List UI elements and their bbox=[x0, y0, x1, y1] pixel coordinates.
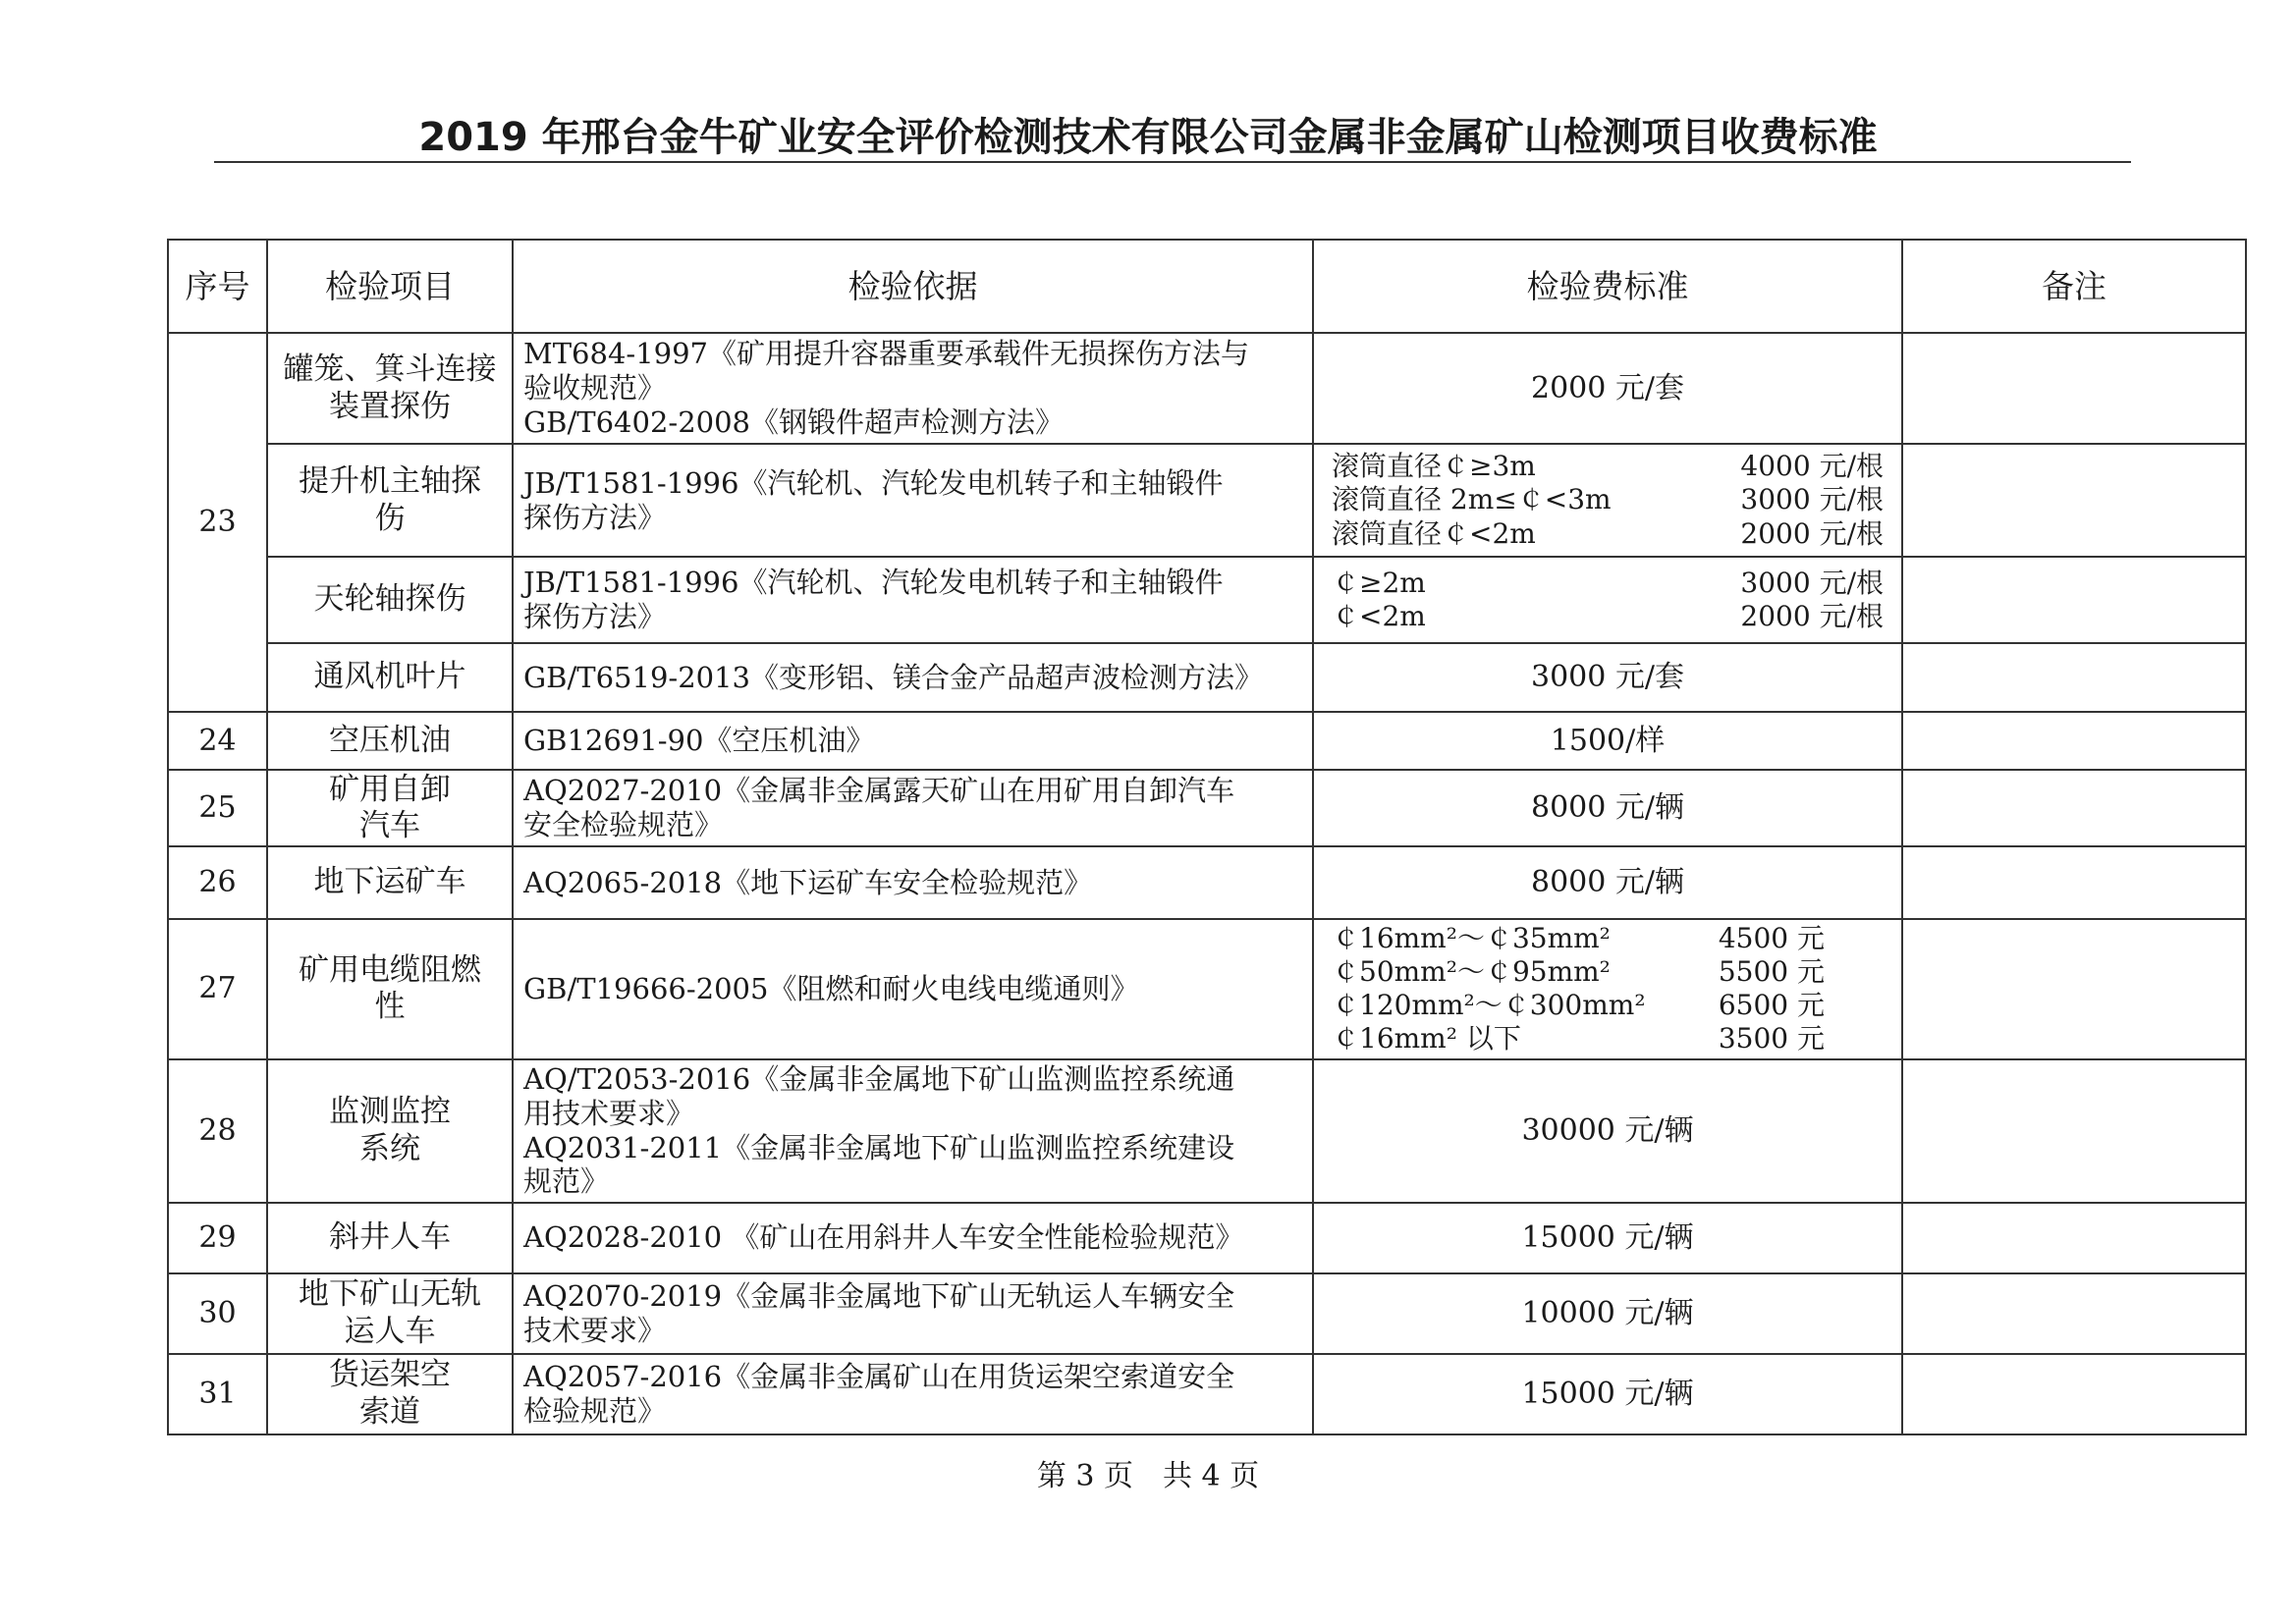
inspection-item: 天轮轴探伤 bbox=[267, 557, 513, 643]
remark-cell bbox=[1902, 712, 2246, 770]
fee-option: ￠120mm²～￠300mm² 6500 元 bbox=[1332, 989, 1825, 1022]
row-number: 31 bbox=[168, 1354, 267, 1434]
fee-standard bbox=[1313, 444, 1902, 557]
inspection-basis: GB12691-90《空压机油》 bbox=[513, 712, 1313, 770]
fee-standard: 8000 元/辆 bbox=[1313, 770, 1902, 846]
remark-cell bbox=[1902, 333, 2246, 444]
inspection-basis: GB/T19666-2005《阻燃和耐火电线电缆通则》 bbox=[513, 919, 1313, 1059]
table-row bbox=[168, 643, 2246, 712]
fee-standard bbox=[1313, 557, 1902, 643]
fee-standard: 2000 元/套 bbox=[1313, 333, 1902, 444]
inspection-item: 斜井人车 bbox=[267, 1203, 513, 1273]
fee-standard: 15000 元/辆 bbox=[1313, 1354, 1902, 1434]
header-item: 检验项目 bbox=[267, 240, 513, 333]
row-number: 28 bbox=[168, 1059, 267, 1203]
table-row bbox=[168, 1273, 2246, 1354]
header-basis: 检验依据 bbox=[513, 240, 1313, 333]
remark-cell bbox=[1902, 1354, 2246, 1434]
table-row bbox=[168, 846, 2246, 919]
page-number: 第 3 页 共 4 页 bbox=[1036, 1459, 1260, 1493]
header-row bbox=[168, 240, 2246, 333]
table-row bbox=[168, 770, 2246, 846]
remark-cell bbox=[1902, 846, 2246, 919]
fee-option: ￠≥2m 3000 元/根 bbox=[1332, 566, 1884, 599]
inspection-item: 通风机叶片 bbox=[267, 643, 513, 712]
header-no: 序号 bbox=[168, 240, 267, 333]
fee-table bbox=[167, 239, 2247, 1435]
inspection-item: 监测监控 系统 bbox=[267, 1059, 513, 1203]
fee-option: ￠50mm²～￠95mm² 5500 元 bbox=[1332, 955, 1825, 989]
header-remark: 备注 bbox=[1902, 240, 2246, 333]
table-row bbox=[168, 1203, 2246, 1273]
fee-standard: 8000 元/辆 bbox=[1313, 846, 1902, 919]
remark-cell bbox=[1902, 643, 2246, 712]
table-row bbox=[168, 444, 2246, 557]
fee-option: 滚筒直径 2m≤￠<3m 3000 元/根 bbox=[1332, 483, 1884, 516]
row-number: 25 bbox=[168, 770, 267, 846]
remark-cell bbox=[1902, 1273, 2246, 1354]
inspection-basis: AQ2028-2010 《矿山在用斜井人车安全性能检验规范》 bbox=[513, 1203, 1313, 1273]
inspection-basis: MT684-1997《矿用提升容器重要承载件无损探伤方法与 验收规范》 GB/T6402-2008《钢锻件超声检测方法》 bbox=[513, 333, 1313, 444]
fee-standard: 1500/样 bbox=[1313, 712, 1902, 770]
fee-option: 滚筒直径￠≥3m 4000 元/根 bbox=[1332, 450, 1884, 483]
fee-option: ￠16mm² 以下 3500 元 bbox=[1332, 1022, 1825, 1055]
inspection-basis: JB/T1581-1996《汽轮机、汽轮发电机转子和主轴锻件 探伤方法》 bbox=[513, 444, 1313, 557]
inspection-item: 矿用自卸 汽车 bbox=[267, 770, 513, 846]
inspection-item: 地下矿山无轨 运人车 bbox=[267, 1273, 513, 1354]
inspection-item: 空压机油 bbox=[267, 712, 513, 770]
inspection-item: 矿用电缆阻燃 性 bbox=[267, 919, 513, 1059]
table-row bbox=[168, 1059, 2246, 1203]
remark-cell bbox=[1902, 1059, 2246, 1203]
inspection-basis: AQ2070-2019《金属非金属地下矿山无轨运人车辆安全 技术要求》 bbox=[513, 1273, 1313, 1354]
fee-option: 滚筒直径￠<2m 2000 元/根 bbox=[1332, 516, 1884, 550]
remark-cell bbox=[1902, 557, 2246, 643]
inspection-item: 地下运矿车 bbox=[267, 846, 513, 919]
row-number: 27 bbox=[168, 919, 267, 1059]
fee-standard bbox=[1313, 919, 1902, 1059]
table-row bbox=[168, 919, 2246, 1059]
fee-option: ￠16mm²～￠35mm² 4500 元 bbox=[1332, 922, 1825, 954]
table-row bbox=[168, 557, 2246, 643]
row-number: 23 bbox=[168, 333, 267, 712]
fee-standard: 15000 元/辆 bbox=[1313, 1203, 1902, 1273]
inspection-basis: GB/T6519-2013《变形铝、镁合金产品超声波检测方法》 bbox=[513, 643, 1313, 712]
inspection-basis: AQ2027-2010《金属非金属露天矿山在用矿用自卸汽车 安全检验规范》 bbox=[513, 770, 1313, 846]
inspection-basis: JB/T1581-1996《汽轮机、汽轮发电机转子和主轴锻件 探伤方法》 bbox=[513, 557, 1313, 643]
inspection-basis: AQ/T2053-2016《金属非金属地下矿山监测监控系统通 用技术要求》 AQ2031-2011《金属非金属地下矿山监测监控系统建设 规范》 bbox=[513, 1059, 1313, 1203]
table-row bbox=[168, 1354, 2246, 1434]
header-fee: 检验费标准 bbox=[1313, 240, 1902, 333]
remark-cell bbox=[1902, 770, 2246, 846]
fee-standard: 30000 元/辆 bbox=[1313, 1059, 1902, 1203]
table-row bbox=[168, 333, 2246, 444]
remark-cell bbox=[1902, 444, 2246, 557]
row-number: 29 bbox=[168, 1203, 267, 1273]
remark-cell bbox=[1902, 919, 2246, 1059]
page-title: 2019 年邢台金牛矿业安全评价检测技术有限公司金属非金属矿山检测项目收费标准 bbox=[418, 115, 1878, 160]
fee-standard: 3000 元/套 bbox=[1313, 643, 1902, 712]
inspection-basis: AQ2057-2016《金属非金属矿山在用货运架空索道安全 检验规范》 bbox=[513, 1354, 1313, 1434]
inspection-basis: AQ2065-2018《地下运矿车安全检验规范》 bbox=[513, 846, 1313, 919]
fee-option: ￠<2m 2000 元/根 bbox=[1332, 600, 1884, 632]
row-number: 26 bbox=[168, 846, 267, 919]
inspection-item: 货运架空 索道 bbox=[267, 1354, 513, 1434]
table-row bbox=[168, 712, 2246, 770]
row-number: 30 bbox=[168, 1273, 267, 1354]
inspection-item: 提升机主轴探 伤 bbox=[267, 444, 513, 557]
fee-standard: 10000 元/辆 bbox=[1313, 1273, 1902, 1354]
row-number: 24 bbox=[168, 712, 267, 770]
inspection-item: 罐笼、箕斗连接 装置探伤 bbox=[267, 333, 513, 444]
title-underline bbox=[214, 161, 2131, 163]
remark-cell bbox=[1902, 1203, 2246, 1273]
